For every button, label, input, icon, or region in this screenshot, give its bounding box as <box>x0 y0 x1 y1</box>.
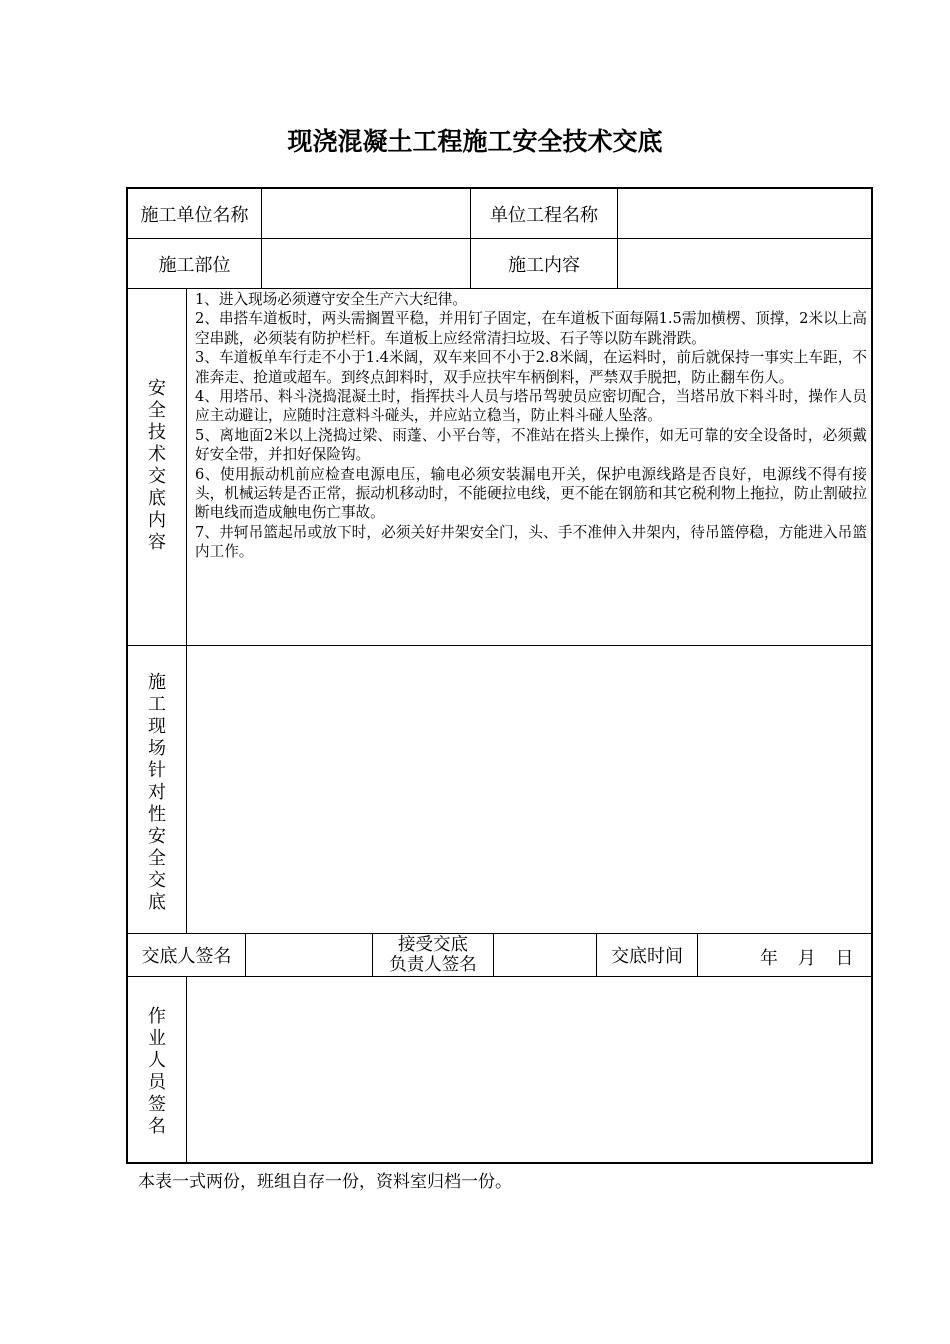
construction-content-value[interactable] <box>618 239 871 288</box>
safety-item: 1、进入现场必须遵守安全生产六大纪律。 <box>195 291 467 308</box>
safety-item: 5、离地面2米以上浇捣过梁、雨蓬、小平台等，不准站在搭头上操作，如无可靠的安全设备时，必须戴好安全带，并扣好保险钩。 <box>195 426 867 464</box>
receiver-signature-field[interactable] <box>494 934 596 976</box>
workers-signature-field[interactable] <box>188 978 871 1162</box>
table-left-border <box>126 187 128 1164</box>
discloser-signature-label: 交底人签名 <box>141 946 232 967</box>
disclosure-date-field[interactable]: 年 月 日 <box>760 948 854 969</box>
construction-content-label: 施工内容 <box>508 254 580 276</box>
row-divider <box>126 288 873 289</box>
project-name-value[interactable] <box>618 189 871 238</box>
safety-item: 7、井轲吊篮起吊或放下时，必须关好井架安全门，头、手不准伸入井架内，待吊篮停稳，方能进入吊篮内工作。 <box>195 523 867 561</box>
site-safety-label: 施工现场针对性安全交底 <box>148 672 166 913</box>
safety-item: 4、用塔吊、料斗浇捣混凝土时，指挥扶斗人员与塔吊驾驶员应密切配合，当塔吊放下料斗时，操作人员应主动避让，应随时注意料斗碰头，并应站立稳当，防止料斗碰人坠落。 <box>195 388 867 425</box>
construction-unit-value[interactable] <box>262 189 470 238</box>
workers-signature-label: 作业人员签名 <box>148 1006 166 1137</box>
safety-item: 2、串搭车道板时，两头需搁置平稳，并用钉子固定，在车道板下面每隔1.5需加横楞、顶撑，2米以上高空串跳，必须装有防护栏杆。车道板上应经常清扫垃圾、石子等以防车跳滑跌。 <box>195 310 867 347</box>
disclosure-time-label: 交底时间 <box>611 946 683 967</box>
site-safety-field[interactable] <box>188 647 871 933</box>
row-divider <box>126 645 873 646</box>
safety-content-text <box>195 290 867 562</box>
receiver-label-line1: 接受交底 <box>398 935 468 955</box>
project-name-label: 单位工程名称 <box>490 204 598 226</box>
receiver-label-line2: 负责人签名 <box>389 955 477 975</box>
table-bottom-border <box>126 1162 873 1164</box>
safety-item: 3、车道板单车行走不小于1.4米阔，双车来回不小于2.8米阔，在运料时，前后就保持一事实上车距，不准奔走、抢道或超车。到终点卸料时，双手应扶牢车柄倒料，严禁双手脱把，防止翻车伤人。 <box>195 349 867 386</box>
safety-content-label: 安全技术交底内容 <box>148 378 166 553</box>
document-title: 现浇混凝土工程施工安全技术交底 <box>287 127 663 156</box>
col-divider <box>697 933 698 977</box>
footer-note: 本表一式两份，班组自存一份，资料室归档一份。 <box>138 1172 512 1192</box>
row-divider <box>126 976 873 977</box>
construction-unit-label: 施工单位名称 <box>140 204 249 226</box>
discloser-signature-field[interactable] <box>246 934 372 976</box>
col-divider <box>186 976 187 1164</box>
table-right-border <box>871 187 873 1164</box>
construction-part-label: 施工部位 <box>158 254 231 276</box>
col-divider <box>186 288 187 934</box>
receiver-signature-label <box>373 934 493 976</box>
construction-part-value[interactable] <box>262 239 470 288</box>
safety-item: 6、使用振动机前应检查电源电压，输电必须安装漏电开关，保护电源线路是否良好，电源线不得有接头，机械运转是否正常，振动机移动时，不能硬拉电线，更不能在钢筋和其它税利物上拖拉，防止割破拉断电线而造成触电伤亡事故。 <box>195 465 867 522</box>
